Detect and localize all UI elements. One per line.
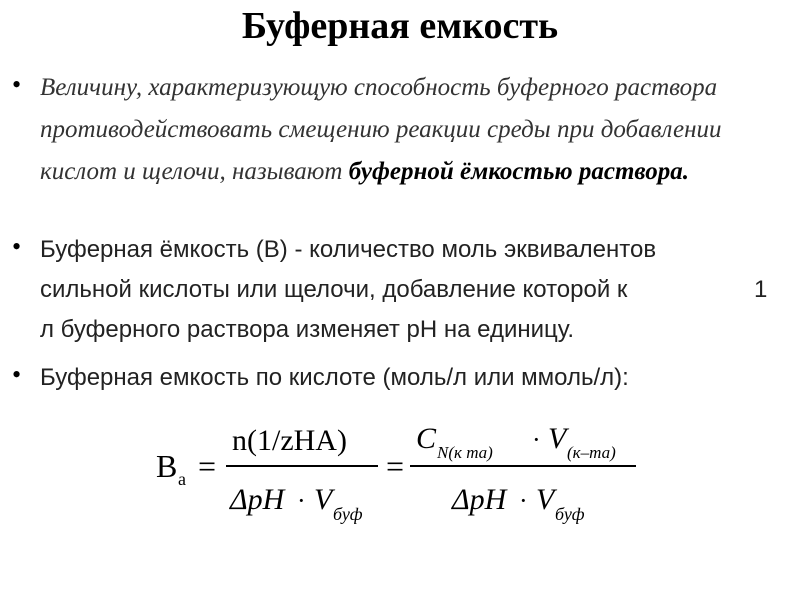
definition-paragraph: [40, 67, 780, 193]
fraction-1-numerator: n(1/zHA): [232, 424, 347, 457]
fraction-1-dot: ·: [297, 486, 306, 515]
definition-emphasis: буферной ёмкостью раствора.: [348, 158, 690, 185]
capacity-definition: [40, 230, 780, 350]
fraction-2-c: C: [416, 422, 437, 455]
fraction-2-delta-ph: ΔpH: [452, 483, 507, 516]
fraction-2-v: V: [548, 422, 567, 455]
definition-text: Величину, характеризующую способность буферного раствора противодействовать смещению реакции среды при добавлении кислот и щелочи, называют: [40, 74, 722, 185]
fraction-2-v-subscript: (к–та): [567, 443, 616, 462]
slide-title: Буферная емкость: [241, 5, 559, 47]
fraction-2-v-denominator: V: [536, 483, 555, 516]
formula-lhs-subscript: а: [178, 469, 186, 489]
fraction-2-v-denominator-subscript: буф: [555, 504, 585, 524]
formula-equals-1: =: [198, 448, 217, 484]
acid-capacity-heading: Буферная емкость по кислоте (моль/л или ммоль/л):: [40, 364, 629, 391]
fraction-1-v: V: [314, 483, 333, 516]
fraction-2-dot-denominator: ·: [519, 486, 528, 515]
capacity-line-2-text: сильной кислоты или щелочи, добавление которой к: [40, 276, 628, 303]
fraction-1-delta-ph: ΔpH: [230, 483, 285, 516]
buffer-capacity-formula: [0, 410, 800, 550]
bullet-2: •: [12, 232, 22, 261]
fraction-1-v-subscript: буф: [333, 504, 363, 524]
capacity-line-1: Буферная ёмкость (В) - количество моль эквивалентов: [40, 236, 657, 263]
capacity-line-2: [40, 270, 780, 310]
capacity-line-3: л буферного раствора изменяет рН на единицу.: [40, 316, 575, 343]
capacity-line-2-number: 1: [754, 276, 768, 303]
bullet-1: •: [12, 70, 22, 99]
fraction-2-c-subscript: N(к та): [437, 443, 493, 462]
formula-equals-2: =: [386, 448, 405, 484]
bullet-3: •: [12, 360, 22, 389]
formula-lhs: В: [156, 448, 178, 484]
fraction-2-dot: ·: [532, 425, 541, 454]
